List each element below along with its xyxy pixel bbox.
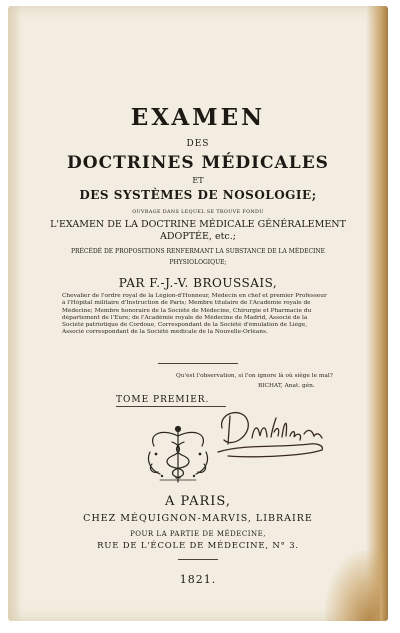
imprint-publisher-line-2: POUR LA PARTIE DE MÉDECINE, <box>130 530 266 538</box>
title-des: DES <box>186 139 210 149</box>
author-bio-line: Société patriotique de Cordoue, Correspondant de la Société d'émulation de Liége, <box>62 322 308 329</box>
author-bio <box>62 293 344 337</box>
title-main: EXAMEN <box>130 104 266 131</box>
imprint-publisher: CHEZ MÉQUIGNON-MARVIS, LIBRAIRE <box>83 513 313 524</box>
imprint-address: RUE DE L'ÉCOLE DE MÉDECINE, N° 3. <box>97 541 299 551</box>
volume-label: TOME PREMIER. <box>116 395 210 405</box>
divider-rule <box>158 363 238 364</box>
volume-rule <box>116 406 226 407</box>
subtitle-small: OUVRAGE DANS LEQUEL SE TROUVE FONDU <box>132 210 264 215</box>
page-edge-shading <box>366 6 388 621</box>
caduceus-vignette-icon <box>142 424 214 486</box>
imprint-year: 1821. <box>179 573 217 586</box>
author-bio-line: Associé correspondant de la Société médicale de la Nouvelle-Orléans. <box>62 329 268 336</box>
author-bio-line: département de l'Eure; de l'Académie royale de Médecine de Madrid, Associé de la <box>62 314 308 321</box>
epigraph-source: BICHAT, Anat. gén. <box>258 383 315 389</box>
author-bio-line: à l'Hôpital militaire d'Instruction de Paris; Membre titulaire de l'Académie royale de <box>62 300 311 307</box>
title-systemes: DES SYSTÈMES DE NOSOLOGIE; <box>79 188 317 202</box>
title-doctrines: DOCTRINES MÉDICALES <box>67 153 329 173</box>
title-et: ET <box>192 176 204 185</box>
author-name: PAR F.-J.-V. BROUSSAIS, <box>118 276 278 290</box>
preceded-line-2: PHYSIOLOGIQUE; <box>169 259 227 266</box>
handwritten-signature-icon <box>214 404 328 466</box>
author-bio-line: Médecine; Membre honoraire de la Société de Médecine, Chirurgie et Pharmacie du <box>62 307 312 314</box>
page-worn-corner <box>325 551 380 621</box>
imprint-rule <box>178 559 218 560</box>
subtitle-line-2: ADOPTÉE, etc.; <box>160 231 236 242</box>
imprint-place: A PARIS, <box>165 494 231 509</box>
subtitle-line-1: L'EXAMEN DE LA DOCTRINE MÉDICALE GÉNÉRALEMENT <box>50 219 346 230</box>
preceded-line-1: PRÉCÉDÉ DE PROPOSITIONS RENFERMANT LA SUBSTANCE DE LA MÉDECINE <box>70 248 326 255</box>
title-page <box>8 6 388 621</box>
author-bio-line: Chevalier de l'ordre royal de la Légion-d'Honneur, Médecin en chef et premier Professeur <box>62 293 327 299</box>
epigraph: Qu'est l'observation, si l'on ignore là où siège le mal? <box>176 373 333 379</box>
